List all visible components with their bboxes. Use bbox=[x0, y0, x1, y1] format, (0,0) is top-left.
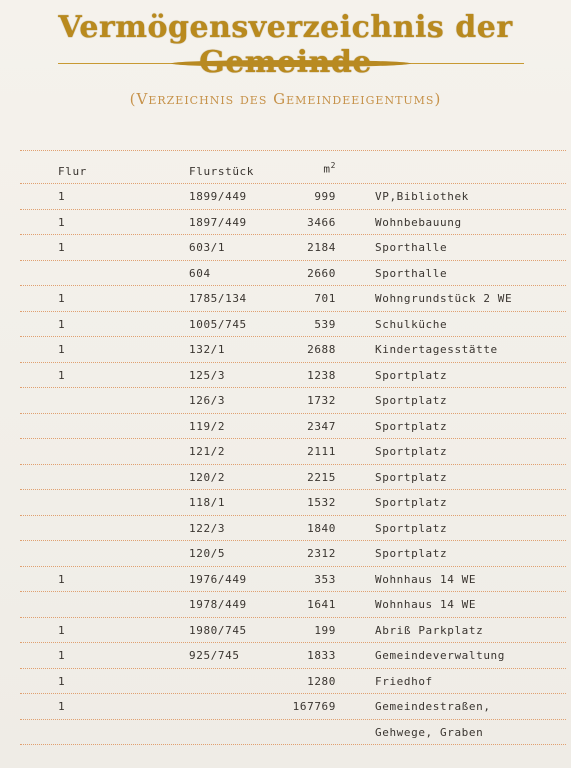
cell-nutzung: Wohnbebauung bbox=[375, 215, 462, 229]
cell-flurstueck: 1897/449 bbox=[189, 215, 247, 229]
cell-flurstueck: 925/745 bbox=[189, 649, 240, 662]
page-title: Vermögensverzeichnis der bbox=[58, 10, 513, 45]
cell-nutzung: Sportplatz bbox=[375, 368, 448, 382]
cell-qm: 539 bbox=[314, 317, 336, 331]
cell-nutzung: Sporthalle bbox=[375, 266, 448, 280]
cell-qm: 2688 bbox=[307, 343, 336, 356]
cell-flurstueck: 1980/745 bbox=[189, 623, 247, 637]
table-row bbox=[20, 643, 566, 669]
cell-flurstueck: 1899/449 bbox=[189, 190, 247, 203]
cell-nutzung: Sportplatz bbox=[375, 419, 448, 433]
cell-flur: 1 bbox=[58, 317, 66, 331]
cell-flurstueck: 132/1 bbox=[189, 343, 226, 356]
cell-flurstueck: 121/2 bbox=[189, 445, 226, 458]
rule-swell bbox=[171, 60, 411, 67]
cell-flur: 1 bbox=[58, 572, 66, 586]
cell-qm: 1833 bbox=[307, 649, 336, 662]
ornamental-rule bbox=[58, 58, 524, 70]
cell-nutzung: Gehwege, Graben bbox=[375, 725, 484, 739]
cell-qm: 167769 bbox=[292, 700, 336, 713]
table-row bbox=[20, 261, 566, 287]
cell-qm: 199 bbox=[314, 623, 336, 637]
cell-qm: 2215 bbox=[307, 470, 336, 484]
cell-nutzung: Wohngrundstück 2 WE bbox=[375, 292, 513, 305]
cell-flur: 1 bbox=[58, 649, 66, 662]
cell-nutzung: Abriß Parkplatz bbox=[375, 623, 484, 637]
cell-flurstueck: 126/3 bbox=[189, 394, 226, 407]
cell-qm: 2111 bbox=[307, 445, 336, 458]
table-row bbox=[20, 414, 566, 440]
cell-flur: 1 bbox=[58, 292, 66, 305]
table-row bbox=[20, 592, 566, 618]
table-row bbox=[20, 337, 566, 363]
cell-flurstueck: 1978/449 bbox=[189, 598, 247, 611]
cell-qm: 1732 bbox=[307, 394, 336, 407]
cell-flurstueck: 119/2 bbox=[189, 419, 226, 433]
cell-nutzung: Wohnhaus 14 WE bbox=[375, 572, 477, 586]
cell-nutzung: Gemeindeverwaltung bbox=[375, 649, 506, 662]
cell-nutzung: Schulküche bbox=[375, 317, 448, 331]
table-row bbox=[20, 286, 566, 312]
cell-qm: 2347 bbox=[307, 419, 336, 433]
cell-nutzung: Sportplatz bbox=[375, 445, 448, 458]
cell-flur: 1 bbox=[58, 674, 66, 688]
cell-flur: 1 bbox=[58, 623, 66, 637]
table-row bbox=[20, 618, 566, 644]
table-row bbox=[20, 490, 566, 516]
cell-nutzung: Kindertagesstätte bbox=[375, 343, 498, 356]
cell-qm: 701 bbox=[314, 292, 336, 305]
cell-nutzung: Sportplatz bbox=[375, 394, 448, 407]
cell-qm: 999 bbox=[314, 190, 336, 203]
cell-qm: 1280 bbox=[307, 674, 336, 688]
table-row bbox=[20, 388, 566, 414]
cell-flurstueck: 120/5 bbox=[189, 547, 226, 560]
cell-flurstueck: 604 bbox=[189, 266, 211, 280]
page-subtitle: (Verzeichnis des Gemeindeeigentums) bbox=[129, 90, 442, 108]
cell-qm: 1641 bbox=[307, 598, 336, 611]
cell-qm: 353 bbox=[314, 572, 336, 586]
cell-nutzung: Wohnhaus 14 WE bbox=[375, 598, 477, 611]
cell-flur: 1 bbox=[58, 343, 66, 356]
cell-nutzung: Sporthalle bbox=[375, 241, 448, 254]
cell-flur: 1 bbox=[58, 700, 66, 713]
header-flurstueck: Flurstück bbox=[189, 165, 255, 178]
cell-flurstueck: 120/2 bbox=[189, 470, 226, 484]
cell-nutzung: VP,Bibliothek bbox=[375, 190, 469, 203]
cell-flur: 1 bbox=[58, 215, 66, 229]
cell-qm: 1532 bbox=[307, 496, 336, 509]
cell-flurstueck: 1785/134 bbox=[189, 292, 247, 305]
header-qm-exponent: 2 bbox=[330, 161, 336, 170]
table-row bbox=[20, 694, 566, 720]
cell-flurstueck: 1005/745 bbox=[189, 317, 247, 331]
table-row bbox=[20, 465, 566, 491]
cell-qm: 2184 bbox=[307, 241, 336, 254]
cell-nutzung: Sportplatz bbox=[375, 521, 448, 535]
cell-nutzung: Sportplatz bbox=[375, 496, 448, 509]
table-row bbox=[20, 312, 566, 338]
header-qm-unit: m bbox=[323, 162, 331, 176]
table-row bbox=[20, 235, 566, 261]
header-flur: Flur bbox=[58, 165, 87, 178]
table-row bbox=[20, 363, 566, 389]
cell-flurstueck: 603/1 bbox=[189, 241, 226, 254]
table-row bbox=[20, 210, 566, 236]
table-row bbox=[20, 516, 566, 542]
cell-qm: 3466 bbox=[307, 215, 336, 229]
cell-flurstueck: 1976/449 bbox=[189, 572, 247, 586]
cell-qm: 1840 bbox=[307, 521, 336, 535]
table-row bbox=[20, 541, 566, 567]
cell-flurstueck: 125/3 bbox=[189, 368, 226, 382]
table-row bbox=[20, 567, 566, 593]
cell-nutzung: Friedhof bbox=[375, 674, 433, 688]
table-row bbox=[20, 439, 566, 465]
header-qm bbox=[260, 161, 336, 176]
cell-flur: 1 bbox=[58, 368, 66, 382]
cell-flur: 1 bbox=[58, 241, 66, 254]
cell-qm: 2660 bbox=[307, 266, 336, 280]
cell-qm: 2312 bbox=[307, 547, 336, 560]
cell-nutzung: Sportplatz bbox=[375, 470, 448, 484]
table-row bbox=[20, 184, 566, 210]
cell-flur: 1 bbox=[58, 190, 66, 203]
cell-qm: 1238 bbox=[307, 368, 336, 382]
cell-nutzung: Sportplatz bbox=[375, 547, 448, 560]
cell-flurstueck: 122/3 bbox=[189, 521, 226, 535]
table-header bbox=[20, 150, 566, 184]
property-table bbox=[20, 150, 566, 745]
table-row bbox=[20, 720, 566, 746]
cell-nutzung: Gemeindestraßen, bbox=[375, 700, 491, 713]
table-row bbox=[20, 669, 566, 695]
cell-flurstueck: 118/1 bbox=[189, 496, 226, 509]
